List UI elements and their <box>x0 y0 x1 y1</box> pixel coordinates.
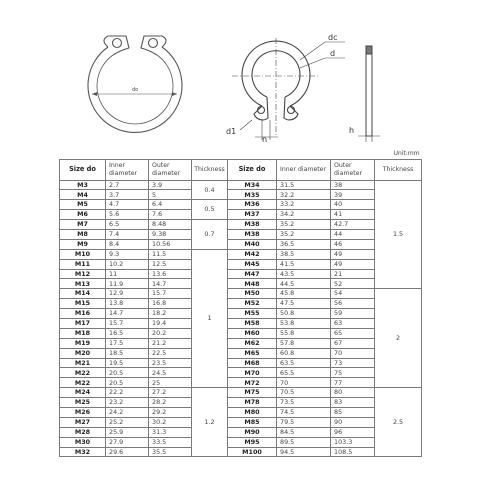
table-row <box>60 289 422 299</box>
size-cell: M50 <box>228 289 277 299</box>
outer-diameter-cell: 41 <box>331 210 375 220</box>
outer-diameter-cell: 19.4 <box>149 318 192 328</box>
outer-diameter-cell: 35.5 <box>149 447 192 457</box>
outer-diameter-cell: 33.5 <box>149 437 192 447</box>
circlip-diagram <box>0 0 480 150</box>
table-row <box>60 249 422 259</box>
inner-diameter-cell: 60.8 <box>277 348 331 358</box>
outer-diameter-cell: 108.5 <box>331 447 375 457</box>
inner-diameter-cell: 74.5 <box>277 407 331 417</box>
label-dc: dc <box>328 33 338 42</box>
table-row <box>60 180 422 190</box>
header-thickness-left: Thickness <box>192 159 228 180</box>
outer-diameter-cell: 21.2 <box>149 338 192 348</box>
outer-diameter-cell: 44 <box>331 229 375 239</box>
outer-diameter-cell: 103.3 <box>331 437 375 447</box>
table-row <box>60 299 422 309</box>
size-cell: M25 <box>60 398 106 408</box>
outer-diameter-cell: 12.5 <box>149 259 192 269</box>
outer-diameter-cell: 56 <box>331 299 375 309</box>
inner-diameter-cell: 20.5 <box>106 368 149 378</box>
inner-diameter-cell: 14.7 <box>106 309 149 319</box>
table-row <box>60 338 422 348</box>
outer-diameter-cell: 18.2 <box>149 309 192 319</box>
size-cell: M15 <box>60 299 106 309</box>
inner-diameter-cell: 47.5 <box>277 299 331 309</box>
size-cell: M100 <box>228 447 277 457</box>
size-cell: M45 <box>228 259 277 269</box>
header-outer-right: Outer diameter <box>331 159 375 180</box>
header-row <box>60 159 422 180</box>
inner-diameter-cell: 53.8 <box>277 318 331 328</box>
inner-diameter-cell: 34.2 <box>277 210 331 220</box>
table-row <box>60 229 422 239</box>
inner-diameter-cell: 19.5 <box>106 358 149 368</box>
outer-diameter-cell: 15.7 <box>149 289 192 299</box>
outer-diameter-cell: 39 <box>331 190 375 200</box>
table-row <box>60 318 422 328</box>
table-row <box>60 269 422 279</box>
outer-diameter-cell: 28.2 <box>149 398 192 408</box>
label-d1: d1 <box>226 127 237 136</box>
outer-diameter-cell: 5 <box>149 190 192 200</box>
header-size-right: Size do <box>228 159 277 180</box>
thickness-cell: 1 <box>192 249 228 387</box>
size-cell: M17 <box>60 318 106 328</box>
thickness-cell: 1.2 <box>192 388 228 457</box>
thickness-cell: 0.7 <box>192 220 228 250</box>
size-cell: M60 <box>228 328 277 338</box>
outer-diameter-cell: 30.2 <box>149 417 192 427</box>
outer-diameter-cell: 96 <box>331 427 375 437</box>
label-do: do <box>132 87 139 93</box>
outer-diameter-cell: 70 <box>331 348 375 358</box>
outer-diameter-cell: 11.5 <box>149 249 192 259</box>
size-cell: M75 <box>228 388 277 398</box>
inner-diameter-cell: 29.6 <box>106 447 149 457</box>
outer-diameter-cell: 54 <box>331 289 375 299</box>
outer-diameter-cell: 38 <box>331 180 375 190</box>
thickness-cell: 2 <box>375 289 422 388</box>
inner-diameter-cell: 70.5 <box>277 388 331 398</box>
header-inner-left: Inner diameter <box>106 159 149 180</box>
inner-diameter-cell: 23.2 <box>106 398 149 408</box>
inner-diameter-cell: 11.9 <box>106 279 149 289</box>
outer-diameter-cell: 24.5 <box>149 368 192 378</box>
size-cell: M72 <box>228 378 277 388</box>
inner-diameter-cell: 22.2 <box>106 388 149 398</box>
outer-diameter-cell: 40 <box>331 200 375 210</box>
outer-diameter-cell: 23.5 <box>149 358 192 368</box>
size-cell: M34 <box>228 180 277 190</box>
size-cell: M47 <box>228 269 277 279</box>
inner-diameter-cell: 3.7 <box>106 190 149 200</box>
table-row <box>60 368 422 378</box>
size-cell: M55 <box>228 309 277 319</box>
size-cell: M37 <box>228 210 277 220</box>
outer-diameter-cell: 25 <box>149 378 192 388</box>
inner-diameter-cell: 7.4 <box>106 229 149 239</box>
inner-diameter-cell: 50.8 <box>277 309 331 319</box>
table-row <box>60 388 422 398</box>
outer-diameter-cell: 8.48 <box>149 220 192 230</box>
size-cell: M20 <box>60 348 106 358</box>
inner-diameter-cell: 41.5 <box>277 259 331 269</box>
inner-diameter-cell: 79.5 <box>277 417 331 427</box>
size-cell: M52 <box>228 299 277 309</box>
detail-view-drawing <box>232 38 345 140</box>
inner-diameter-cell: 5.6 <box>106 210 149 220</box>
inner-diameter-cell: 89.5 <box>277 437 331 447</box>
outer-diameter-cell: 67 <box>331 338 375 348</box>
inner-diameter-cell: 63.5 <box>277 358 331 368</box>
inner-diameter-cell: 20.5 <box>106 378 149 388</box>
outer-diameter-cell: 10.56 <box>149 239 192 249</box>
outer-diameter-cell: 6.4 <box>149 200 192 210</box>
size-cell: M22 <box>60 368 106 378</box>
outer-diameter-cell: 13.6 <box>149 269 192 279</box>
size-cell: M38 <box>228 229 277 239</box>
table-row <box>60 378 422 388</box>
size-cell: M40 <box>228 239 277 249</box>
thickness-cell: 0.5 <box>192 200 228 220</box>
thickness-cell: 1.5 <box>375 180 422 289</box>
size-cell: M9 <box>60 239 106 249</box>
outer-diameter-cell: 20.2 <box>149 328 192 338</box>
table-row <box>60 239 422 249</box>
side-view-drawing <box>358 46 380 142</box>
size-cell: M6 <box>60 210 106 220</box>
inner-diameter-cell: 8.4 <box>106 239 149 249</box>
inner-diameter-cell: 31.5 <box>277 180 331 190</box>
inner-diameter-cell: 84.5 <box>277 427 331 437</box>
inner-diameter-cell: 17.5 <box>106 338 149 348</box>
outer-diameter-cell: 52 <box>331 279 375 289</box>
table-row <box>60 309 422 319</box>
outer-diameter-cell: 42.7 <box>331 220 375 230</box>
inner-diameter-cell: 25.9 <box>106 427 149 437</box>
outer-diameter-cell: 65 <box>331 328 375 338</box>
outer-diameter-cell: 14.7 <box>149 279 192 289</box>
size-cell: M10 <box>60 249 106 259</box>
unit-label: Unit:mm <box>60 150 422 159</box>
size-cell: M48 <box>228 279 277 289</box>
inner-diameter-cell: 13.8 <box>106 299 149 309</box>
table-row <box>60 210 422 220</box>
outer-diameter-cell: 9.38 <box>149 229 192 239</box>
size-cell: M19 <box>60 338 106 348</box>
inner-diameter-cell: 32.2 <box>277 190 331 200</box>
size-cell: M95 <box>228 437 277 447</box>
inner-diameter-cell: 33.2 <box>277 200 331 210</box>
size-cell: M4 <box>60 190 106 200</box>
outer-diameter-cell: 49 <box>331 249 375 259</box>
size-cell: M80 <box>228 407 277 417</box>
inner-diameter-cell: 11 <box>106 269 149 279</box>
table-row <box>60 358 422 368</box>
size-cell: M65 <box>228 348 277 358</box>
inner-diameter-cell: 18.5 <box>106 348 149 358</box>
table-row <box>60 437 422 447</box>
size-cell: M22 <box>60 378 106 388</box>
size-cell: M30 <box>60 437 106 447</box>
outer-diameter-cell: 83 <box>331 398 375 408</box>
inner-diameter-cell: 15.7 <box>106 318 149 328</box>
size-cell: M3 <box>60 180 106 190</box>
inner-diameter-cell: 4.7 <box>106 200 149 210</box>
size-cell: M13 <box>60 279 106 289</box>
front-view-drawing <box>88 36 182 132</box>
size-cell: M78 <box>228 398 277 408</box>
inner-diameter-cell: 16.5 <box>106 328 149 338</box>
inner-diameter-cell: 12.9 <box>106 289 149 299</box>
inner-diameter-cell: 43.5 <box>277 269 331 279</box>
table-row <box>60 279 422 289</box>
size-cell: M16 <box>60 309 106 319</box>
inner-diameter-cell: 65.5 <box>277 368 331 378</box>
header-size-left: Size do <box>60 159 106 180</box>
unit-row <box>60 150 422 159</box>
outer-diameter-cell: 63 <box>331 318 375 328</box>
size-cell: M68 <box>228 358 277 368</box>
table-row <box>60 398 422 408</box>
size-cell: M18 <box>60 328 106 338</box>
inner-diameter-cell: 73.5 <box>277 398 331 408</box>
inner-diameter-cell: 70 <box>277 378 331 388</box>
outer-diameter-cell: 90 <box>331 417 375 427</box>
inner-diameter-cell: 35.2 <box>277 229 331 239</box>
outer-diameter-cell: 22.5 <box>149 348 192 358</box>
outer-diameter-cell: 73 <box>331 358 375 368</box>
outer-diameter-cell: 21 <box>331 269 375 279</box>
outer-diameter-cell: 75 <box>331 368 375 378</box>
inner-diameter-cell: 35.2 <box>277 220 331 230</box>
table-row <box>60 348 422 358</box>
size-cell: M21 <box>60 358 106 368</box>
outer-diameter-cell: 31.3 <box>149 427 192 437</box>
size-cell: M7 <box>60 220 106 230</box>
inner-diameter-cell: 6.5 <box>106 220 149 230</box>
label-h: h <box>349 126 355 135</box>
outer-diameter-cell: 16.8 <box>149 299 192 309</box>
header-thickness-right: Thickness <box>375 159 422 180</box>
circlip-spec-table <box>59 150 422 457</box>
outer-diameter-cell: 29.2 <box>149 407 192 417</box>
size-cell: M70 <box>228 368 277 378</box>
size-cell: M36 <box>228 200 277 210</box>
size-cell: M28 <box>60 427 106 437</box>
inner-diameter-cell: 55.8 <box>277 328 331 338</box>
inner-diameter-cell: 10.2 <box>106 259 149 269</box>
inner-diameter-cell: 24.2 <box>106 407 149 417</box>
inner-diameter-cell: 38.5 <box>277 249 331 259</box>
size-cell: M32 <box>60 447 106 457</box>
table-row <box>60 427 422 437</box>
size-cell: M85 <box>228 417 277 427</box>
size-cell: M5 <box>60 200 106 210</box>
inner-diameter-cell: 45.8 <box>277 289 331 299</box>
table-row <box>60 220 422 230</box>
size-cell: M12 <box>60 269 106 279</box>
table-row <box>60 200 422 210</box>
table-row <box>60 407 422 417</box>
inner-diameter-cell: 94.5 <box>277 447 331 457</box>
outer-diameter-cell: 46 <box>331 239 375 249</box>
inner-diameter-cell: 9.3 <box>106 249 149 259</box>
size-cell: M38 <box>228 220 277 230</box>
header-inner-right: Inner diameter <box>277 159 331 180</box>
size-cell: M35 <box>228 190 277 200</box>
outer-diameter-cell: 7.6 <box>149 210 192 220</box>
outer-diameter-cell: 27.2 <box>149 388 192 398</box>
size-cell: M8 <box>60 229 106 239</box>
size-cell: M24 <box>60 388 106 398</box>
size-cell: M26 <box>60 407 106 417</box>
size-cell: M27 <box>60 417 106 427</box>
table-row <box>60 447 422 457</box>
inner-diameter-cell: 36.5 <box>277 239 331 249</box>
outer-diameter-cell: 85 <box>331 407 375 417</box>
outer-diameter-cell: 77 <box>331 378 375 388</box>
outer-diameter-cell: 49 <box>331 259 375 269</box>
thickness-cell: 2.5 <box>375 388 422 457</box>
inner-diameter-cell: 44.5 <box>277 279 331 289</box>
size-cell: M42 <box>228 249 277 259</box>
outer-diameter-cell: 59 <box>331 309 375 319</box>
thickness-cell: 0.4 <box>192 180 228 200</box>
label-d: d <box>330 49 336 58</box>
table-row <box>60 190 422 200</box>
size-cell: M90 <box>228 427 277 437</box>
table-row <box>60 328 422 338</box>
table-row <box>60 417 422 427</box>
size-cell: M58 <box>228 318 277 328</box>
outer-diameter-cell: 3.9 <box>149 180 192 190</box>
inner-diameter-cell: 27.9 <box>106 437 149 447</box>
inner-diameter-cell: 57.8 <box>277 338 331 348</box>
outer-diameter-cell: 80 <box>331 388 375 398</box>
header-outer-left: Outer diameter <box>149 159 192 180</box>
table-row <box>60 259 422 269</box>
label-n: n <box>262 135 268 144</box>
inner-diameter-cell: 2.7 <box>106 180 149 190</box>
inner-diameter-cell: 25.2 <box>106 417 149 427</box>
size-cell: M62 <box>228 338 277 348</box>
size-cell: M11 <box>60 259 106 269</box>
size-cell: M14 <box>60 289 106 299</box>
